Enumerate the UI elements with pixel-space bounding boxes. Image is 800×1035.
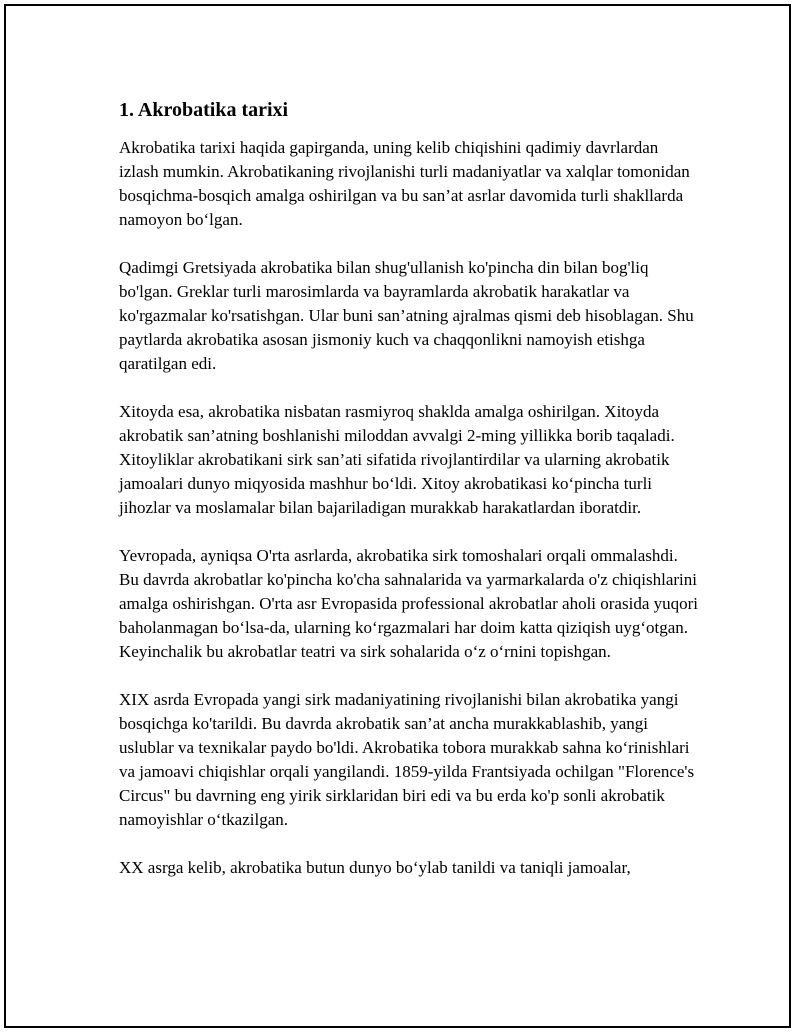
paragraph-china: Xitoyda esa, akrobatika nisbatan rasmiyroq shaklda amalga oshirilgan. Xitoyda akrobatik san’atning boshlanishi miloddan avvalgi 2-ming yillikka borib taqaladi. Xitoyliklar akrobatikani sirk san’ati sifatida rivojlantirdilar va ularning akrobatik jamoalari dunyo miqyosida mashhur bo‘ldi. Xitoy akrobatikasi ko‘pincha turli jihozlar va moslamalar bilan bajariladigan murakkab harakatlardan iboratdir. bbox=[119, 402, 675, 517]
paragraph-greece: Qadimgi Gretsiyada akrobatika bilan shug'ullanish ko'pincha din bilan bog'liq bo'lgan. Greklar turli marosimlarda va bayramlarda akrobatik harakatlar va ko'rgazmalar ko'rsatishgan. Ular buni san’atning ajralmas qismi deb hisoblagan. Shu paytlarda akrobatika asosan jismoniy kuch va chaqqonlikni namoyish etishga qaratilgan edi. bbox=[119, 258, 694, 373]
document-content bbox=[119, 98, 699, 904]
paragraph-europe-middle-ages: Yevropada, ayniqsa O'rta asrlarda, akrobatika sirk tomoshalari orqali ommalashdi. Bu davrda akrobatlar ko'pincha ko'cha sahnalarida va yarmarkalarda o'z chiqishlarini amalga oshirishgan. O'rta asr Evropasida professional akrobatlar aholi orasida yuqori baholanmagan bo‘lsa-da, ularning ko‘rgazmalari har doim katta qiziqish uyg‘otgan. Keyinchalik bu akrobatlar teatri va sirk sohalarida o‘z o‘rnini topishgan. bbox=[119, 546, 698, 661]
section-heading: 1. Akrobatika tarixi bbox=[119, 99, 289, 121]
document-page bbox=[4, 4, 791, 1028]
paragraph-intro: Akrobatika tarixi haqida gapirganda, uning kelib chiqishini qadimiy davrlardan izlash mumkin. Akrobatikaning rivojlanishi turli madaniyatlar va xalqlar tomonidan bosqichma-bosqich amalga oshirilgan va bu san’at asrlar davomida turli shakllarda namoyon bo‘lgan. bbox=[119, 138, 690, 229]
paragraph-xx-century: XX asrga kelib, akrobatika butun dunyo bo‘ylab tanildi va taniqli jamoalar, bbox=[119, 858, 631, 877]
paragraph-xix-century: XIX asrda Evropada yangi sirk madaniyatining rivojlanishi bilan akrobatika yangi bosqichga ko'tarildi. Bu davrda akrobatik san’at ancha murakkablashib, yangi uslublar va texnikalar paydo bo'ldi. Akrobatika tobora murakkab sahna ko‘rinishlari va jamoavi chiqishlar orqali yangilandi. 1859-yilda Frantsiyada ochilgan "Florence's Circus" bu davrning eng yirik sirklaridan biri edi va bu erda ko'p sonli akrobatik namoyishlar o‘tkazilgan. bbox=[119, 690, 695, 829]
